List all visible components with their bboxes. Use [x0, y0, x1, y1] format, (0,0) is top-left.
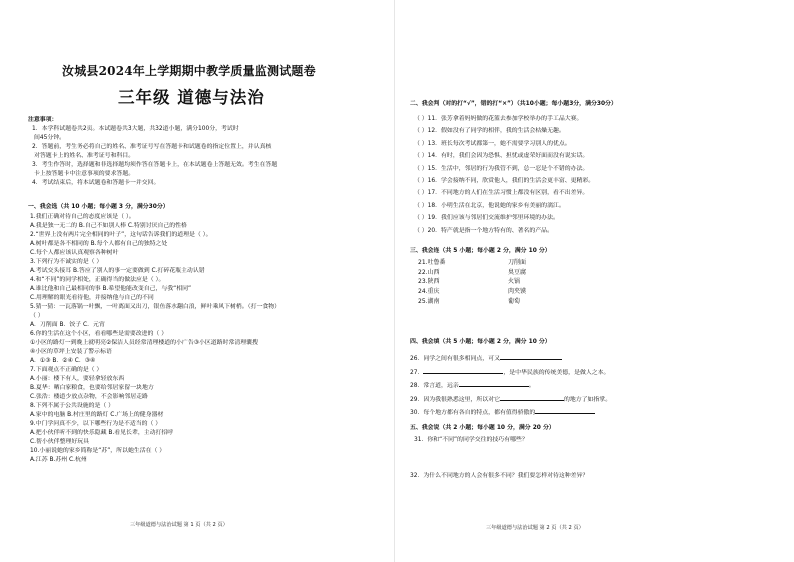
- option-line: A.江苏 B.苏州 C.杭州: [30, 457, 87, 463]
- fill-item-27: 27． ，是中华民族的传统美德，是做人之本。: [410, 366, 611, 380]
- page-divider: [394, 0, 395, 562]
- option-line: A．刀削面 B．饺子 C．元宵: [30, 322, 105, 328]
- fill-item-29: 29．因为我很熟悉这里，所以对它 的地方了如指掌。: [410, 393, 611, 407]
- fill-prompt: 26．同学之间有很多相同点，可又: [410, 356, 500, 362]
- judge-item: （ ）20．特产就是指一个地方特有的、著名的产品。: [414, 227, 553, 234]
- fill-prompt: 30．每个地方都有各自的特点，都有值得骄傲的: [410, 410, 536, 417]
- notes-line: 3．考生作答时，选择题和非选择题均须作答在答题卡上，在本试题卷上答题无效。考生在答题: [32, 162, 278, 168]
- option-line: C.张浩：楼道少放点杂物，不会影响邻居走路: [30, 394, 148, 400]
- option-line: B.夏华：晒白家粮食，也要给邻居家留一块地方: [30, 385, 154, 391]
- fill-prompt: 27．: [410, 369, 424, 376]
- match-left-item[interactable]: 25.湖南: [418, 297, 440, 305]
- page-footer: 三年级道德与法治试题 第 1 页（共 2 页）: [130, 522, 228, 528]
- match-right-column: [508, 258, 526, 306]
- question-line: 3.下列行为不诚实的是（ ）: [30, 259, 103, 265]
- option-line: A．①③ B．②④ C．③④: [30, 358, 96, 364]
- option-line: A.我是独一无二的 B.自己不如别人棒 C.特别讨厌自己的性格: [30, 223, 187, 229]
- exam-title: 汝城县2024年上学期期中教学质量监测试题卷: [62, 64, 316, 78]
- match-right-item[interactable]: 火锅: [508, 278, 521, 286]
- option-line: A.考试交头接耳 B.答应了别人的事一定要做到 C.打碎花瓶主动认错: [30, 268, 205, 274]
- judge-item: （ ）16．学会接纳不同，欣赏他人，我们的生活会更丰富、更精彩。: [414, 178, 595, 185]
- section-3-heading: 三、我会连（共 5 小题；每小题 2 分，满分 10 分）: [410, 248, 551, 254]
- section-4-items: [410, 352, 611, 420]
- question-31: 31．你和“不同”的同学交往的技巧有哪些？: [414, 437, 528, 443]
- question-32: 32．为什么不同地方的人会有很多不同？我们要怎样对待这种差异？: [410, 473, 589, 479]
- option-line: C.用理解的眼光看待他，并接纳他与自己的不同: [30, 295, 154, 301]
- question-line: 8.下列不属于公共设施的是（ ）: [30, 403, 115, 409]
- fill-blank[interactable]: [535, 406, 595, 414]
- fill-item-30: [410, 406, 611, 420]
- section-4-heading: 四、我会填（共 5 小题；每小题 2 分，满分 10 分）: [410, 339, 551, 345]
- notes-line: 对答题卡上的姓名、准考证号和科目。: [34, 153, 135, 159]
- section-2-items: [414, 113, 594, 237]
- judge-item: （ ）15．生活中，邻居的行为我管不到，总一忍是个不错的办法。: [414, 165, 589, 172]
- match-right-item[interactable]: 肉夹馍: [508, 288, 527, 296]
- judge-item: （ ）17．不同地方的人们在生活习惯上都没有区别，看不出差异。: [414, 190, 589, 197]
- fill-blank[interactable]: [500, 393, 564, 401]
- judge-item: （ ）18．小明生活在北京，他说她的家乡有美丽的漓江。: [414, 202, 565, 209]
- fill-prompt: 29．因为我很熟悉这里，所以对它: [410, 396, 500, 403]
- answer-paren: （ ）: [30, 313, 44, 319]
- section-2-heading: 二、我会判（对的打“√”，错的打“×”）（共10小题；每小题3分，满分30分）: [410, 101, 617, 107]
- notes-line: 间45分钟。: [34, 135, 66, 141]
- question-line: 4.和“不同”的同学相处，正确得当的做法应是（ ）。: [30, 277, 165, 283]
- match-left-item[interactable]: 21.吐鲁番: [418, 259, 446, 266]
- page-footer: 三年级道德与法治试题 第 2 页（共 2 页）: [486, 525, 584, 531]
- fill-prompt: 28．常言道，远亲: [410, 383, 459, 390]
- notes-line: 2．答题前，考生务必将自己的姓名、准考证号写在答题卡和试题卷的指定位置上，并认真核: [32, 144, 272, 150]
- fill-item-28: 28．常言道，远亲 。: [410, 379, 611, 393]
- question-line: 5.猜一猜：一瓦落锅一叶飘，一叶离面又出刀，银鱼落水翻白浪，鲜叶乘风下树梢。（打一食物）: [30, 304, 281, 310]
- question-line: 1.我们正确对待自己的态度应该是（ ）。: [30, 214, 135, 220]
- judge-item: （ ）13．班长每次考试都第一，她不需要学习别人的优点。: [414, 140, 571, 147]
- fill-blank[interactable]: [500, 352, 562, 360]
- option-line: A.把小伙伴听不到的快乐隐藏 B.看见长辈，主动打招呼: [30, 430, 174, 436]
- question-line: ①小区的路灯一到晚上就明亮②保洁人员经常清理楼道的小广告③小区道路时常清理囊搜: [30, 340, 258, 346]
- section-5-heading: 五、我会说（共 2 小题；每小题 10 分，满分 20 分）: [410, 425, 555, 431]
- question-line: 2.“世界上没有两片完全相同的叶子”，这句话告诉我们的道理是（ ）。: [30, 232, 212, 238]
- judge-item: （ ）11．张芳拿着妈妈做的花篮去参加学校举办的手工品大赛。: [414, 116, 583, 122]
- question-line: 7.下面观点不正确的是（ ）: [30, 367, 103, 373]
- question-line: 6.你的生活在这个小区，看看哪些是需要改进的（ ）: [30, 331, 168, 337]
- section-1-heading: 一、我会选（共 10 小题；每小题 3 分，满分30分）: [28, 204, 169, 210]
- judge-item: （ ）12．假如没有了同学的相伴，我的生活会枯燥无趣。: [414, 128, 565, 135]
- option-line: A.谁比他和自己最相同的事 B.希望他能改变自己，与我“相同”: [30, 286, 192, 292]
- fill-blank[interactable]: [423, 366, 503, 374]
- page-1: [0, 0, 390, 562]
- fill-blank[interactable]: [459, 379, 529, 387]
- notes-line: 1．本学科试题卷共2页。本试题卷共3大题，共32道小题，满分100分，考试时: [32, 126, 239, 132]
- question-line: 9.中门学问真不少，以下哪些行为是不适当的（ ）: [30, 421, 162, 427]
- notes-heading: 注意事项：: [28, 117, 58, 123]
- page-2: [398, 0, 794, 562]
- option-line: C.每个人都应该认真观察各种树叶: [30, 250, 119, 256]
- question-line: ④小区的草坪上安装了警示标语: [30, 349, 112, 355]
- fill-item-26: [410, 352, 611, 366]
- section-1-questions: [30, 213, 280, 465]
- notes-line: 4．考试结束后，将本试题卷和答题卡一并交回。: [32, 180, 160, 186]
- option-line: A.家中的电脑 B.村庄里的路灯 C.广场上的健身器材: [30, 412, 164, 418]
- match-left-column: [418, 258, 446, 306]
- match-right-item[interactable]: 刀削面: [508, 259, 527, 266]
- match-right-item[interactable]: 臭豆腐: [508, 268, 527, 276]
- judge-item: （ ）14．有时，我们会因为恐惧、担忧或虚荣好面而没有说实话。: [414, 153, 589, 160]
- question-line: 10.小丽说她的家乡简称是“苏”，所以她生活在（ ）: [30, 448, 166, 454]
- option-line: C.帮小伙伴整理好玩具: [30, 439, 90, 445]
- match-left-item[interactable]: 22.山西: [418, 268, 440, 276]
- judge-item: （ ）19．我们应该与邻居们交流维护邻里环境的办法。: [414, 215, 559, 222]
- match-left-item[interactable]: 24.重庆: [418, 288, 440, 296]
- subject-title: 三年级 道德与法治: [118, 88, 265, 107]
- match-left-item[interactable]: 23.陕西: [418, 278, 440, 286]
- option-line: A.树叶都是各不相同的 B.每个人都有自己的独特之处: [30, 241, 168, 247]
- option-line: A.小丽：楼下有人，要轻拿轻放东西: [30, 376, 125, 382]
- notes-block: [32, 125, 277, 188]
- match-right-item[interactable]: 葡萄: [508, 297, 521, 305]
- notes-line: 卡上按答题卡中注意事项的要求答题。: [34, 171, 135, 177]
